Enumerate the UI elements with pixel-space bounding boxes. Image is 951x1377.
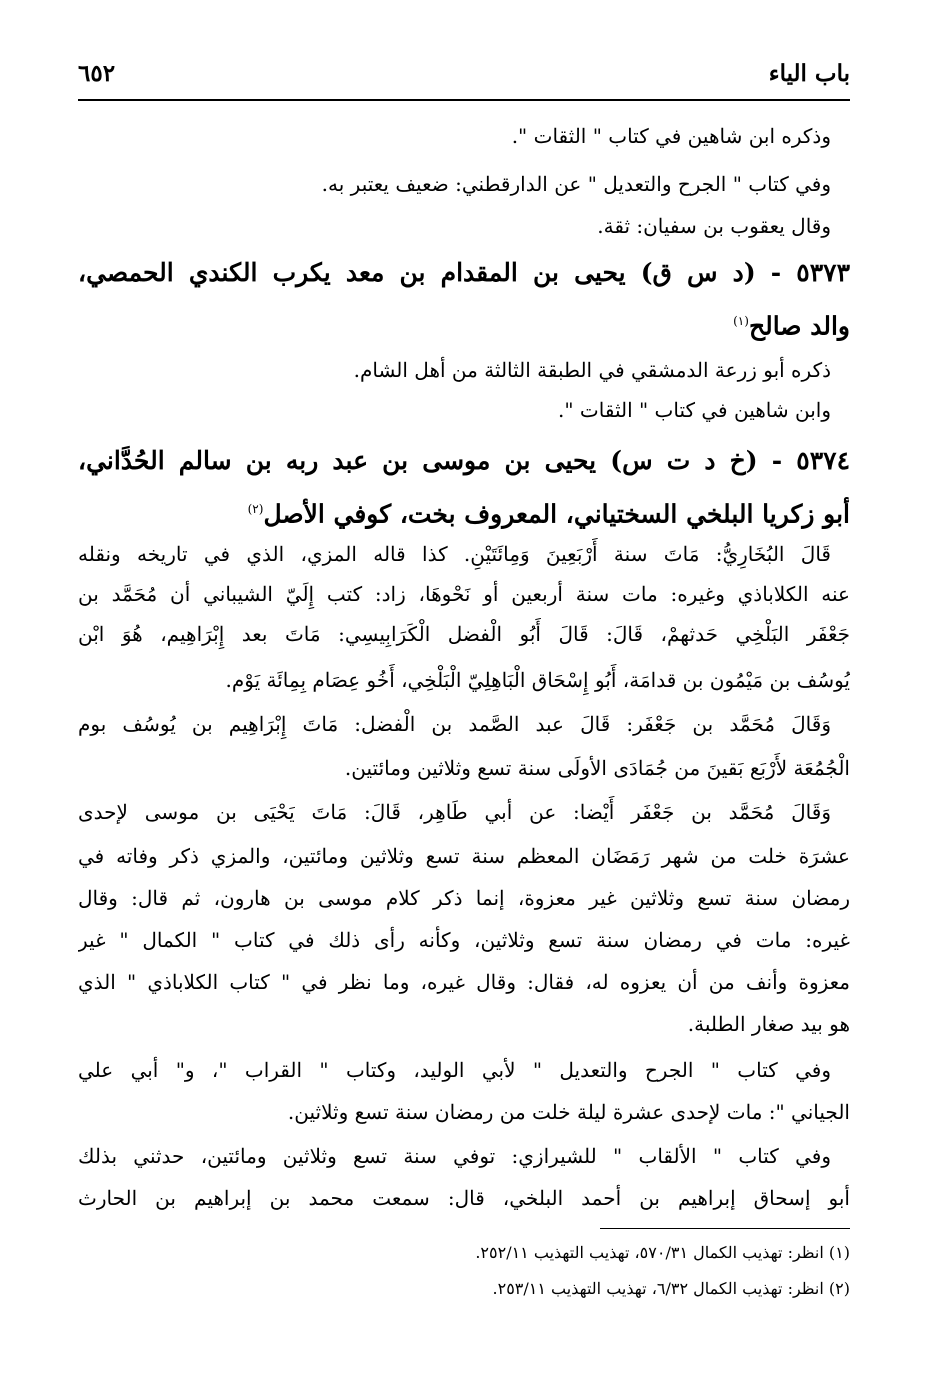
footnote-marker: (١) xyxy=(733,314,749,328)
text-line: جَعْفَر البَلْخِي حَدثهمْ، قَالَ: قَالَ أَبُو الْفضل الْكَرَابِيسِي: مَاتَ بعد إِبْرَاهِيم، هُوَ ابْن xyxy=(78,622,850,646)
chapter-title: باب الياء xyxy=(768,60,850,87)
text-line: الجياني ": مات لإحدى عشرة ليلة خلت من رمضان سنة تسع وثلاثين. xyxy=(287,1100,850,1124)
text-line: عشرَة خلت من شهر رَمَضَان المعظم سنة تسع وثلاثين ومائتين، والمزي ذكر وفاته في xyxy=(78,844,850,868)
text-line: وفي كتاب " الجرح والتعديل " عن الدارقطني: ضعيف يعتبر به. xyxy=(321,172,831,196)
text-line: وَقَالَ مُحَمَّد بن جَعْفَر: قَالَ عبد الصَّمد بن الْفضل: مَاتَ إِبْرَاهِيم بن يُوسُف بوم xyxy=(78,712,831,736)
text-line: وَقَالَ مُحَمَّد بن جَعْفَر أَيْضا: عن أبي طَاهِر، قَالَ: مَاتَ يَحْيَى بن موسى لإحدى xyxy=(78,800,831,824)
text-line: غيره: مات في رمضان سنة تسع وثلاثين، وكأنه رأى ذلك في كتاب " الكمال " غير xyxy=(78,928,850,952)
running-header xyxy=(78,58,850,98)
text-line: رمضان سنة تسع وثلاثين غير معزوة، إنما ذكر كلام موسى بن هارون، ثم قال: وقال xyxy=(78,886,850,910)
text-line: وفي كتاب " الجرح والتعديل " لأبي الوليد، وكتاب " القراب "، و" أبي علي xyxy=(78,1058,831,1082)
entry-heading-5374: ٥٣٧٤ - (خ د ت س) يحيى بن موسى بن عبد ربه بن سالم الحُدَّاني، xyxy=(78,446,850,475)
footnote-marker: (٢) xyxy=(247,502,264,516)
heading-text: والد صالح xyxy=(748,311,850,341)
text-line: معزوة وأنف من أن يعزوه له، فقال: وقال غيره، وما نظر في " كتاب الكلاباذي " الذي xyxy=(78,970,850,994)
text-line: وفي كتاب " الألقاب " للشيرازي: توفي سنة تسع وثلاثين ومائتين، حدثني بذلك xyxy=(78,1144,831,1168)
text-line: ذكره أبو زرعة الدمشقي في الطبقة الثالثة من أهل الشام. xyxy=(353,358,831,382)
text-line: هو بيد صغار الطلبة. xyxy=(687,1012,850,1036)
entry-heading-5374-cont xyxy=(78,488,850,535)
text-line: يُوسُف بن مَيْمُون بن قدامَة، أَبُو إِسْحَاق الْبَاهِلِيّ الْبَلْخِي، أَخُو عِصَام بِمِائَة يَوْم. xyxy=(225,668,850,692)
footnote: (٢) انظر: تهذيب الكمال ٦/٣٢، تهذيب التهذيب ٢٥٣/١١. xyxy=(492,1279,850,1298)
heading-text: أبو زكريا البلخي السختياني، المعروف بخت، كوفي الأصل xyxy=(263,499,850,529)
entry-heading-5373-cont xyxy=(78,300,850,347)
text-line: عنه الكلاباذي وغيره: مات سنة أربعين أو نَحْوهَا، زاد: كتب إِلَيّ الشيباني أن مُحَمَّد بن xyxy=(78,582,850,606)
text-line: وذكره ابن شاهين في كتاب " الثقات ". xyxy=(511,124,831,148)
text-line: وابن شاهين في كتاب " الثقات ". xyxy=(558,398,831,422)
header-divider xyxy=(78,99,850,101)
text-line: الْجُمُعَة لأَرْبَع بَقينَ من جُمَادَى الأولَى سنة تسع وثلاثين ومائتين. xyxy=(344,756,850,780)
page-number: ٦٥٢ xyxy=(78,60,116,87)
entry-heading-5373: ٥٣٧٣ - (د س ق) يحيى بن المقدام بن معد يكرب الكندي الحمصي، xyxy=(78,258,850,287)
text-line: أبو إسحاق إبراهيم بن أحمد البلخي، قال: سمعت محمد بن إبراهيم بن الحارث xyxy=(78,1186,850,1210)
footnote-divider xyxy=(600,1228,850,1229)
text-line: قَالَ البُخَارِيُّ: مَاتَ سنة أَرْبَعِينَ وَمِائَتَيْنِ. كذا قاله المزي، الذي في تاريخه ونقله xyxy=(78,542,831,566)
footnote: (١) انظر: تهذيب الكمال ٥٧٠/٣١، تهذيب التهذيب ٢٥٢/١١. xyxy=(475,1243,850,1262)
text-line: وقال يعقوب بن سفيان: ثقة. xyxy=(597,214,831,238)
